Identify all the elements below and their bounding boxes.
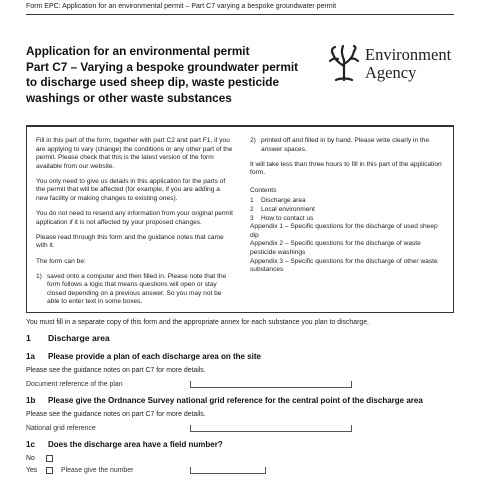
intro-right-column bbox=[250, 137, 448, 275]
form-option-number: 2) bbox=[250, 137, 256, 144]
question-number: 1c bbox=[26, 440, 35, 449]
section-title: Discharge area bbox=[48, 333, 110, 343]
running-header: Form EPC: Application for an environmental permit – Part C7 varying a bespoke groundwater permit bbox=[26, 3, 337, 10]
guidance-hint: Please see the guidance notes on part C7 for more details. bbox=[26, 367, 206, 374]
form-option-item bbox=[36, 273, 233, 307]
contents-appendix-2[interactable]: Appendix 2 – Specific questions for the discharge of waste pesticide washings bbox=[250, 240, 421, 257]
form-option-text: saved onto a computer and then filled in. Please note that the form follows a logic that means questions will open or stay closed depending on a previous answer. So you may not be able to enter text in some boxes. bbox=[47, 272, 227, 306]
title-line-4: washings or other waste substances bbox=[26, 90, 232, 105]
form-option-number: 1) bbox=[36, 272, 42, 280]
contents-item-label: How to contact us bbox=[261, 214, 314, 222]
header-rule bbox=[26, 14, 454, 15]
field-number-input[interactable] bbox=[190, 467, 266, 474]
grid-reference-input[interactable] bbox=[190, 425, 352, 432]
logo-line-2: Agency bbox=[365, 63, 417, 82]
option-yes-label: Yes bbox=[26, 467, 38, 474]
section-heading bbox=[26, 333, 110, 343]
contents-appendix-1[interactable]: Appendix 1 – Specific questions for the discharge of used sheep dip bbox=[250, 223, 438, 239]
contents-item-label: Discharge area bbox=[261, 197, 306, 205]
question-number: 1b bbox=[26, 396, 36, 405]
logo-text bbox=[365, 46, 451, 82]
contents-title: Contents bbox=[250, 186, 277, 194]
question-text: Does the discharge area have a field number? bbox=[48, 440, 223, 449]
separate-copy-note: You must fill in a separate copy of this form and the appropriate annex for each substance you plan to discharge. bbox=[26, 319, 369, 326]
form-option-item bbox=[250, 137, 448, 154]
question-text: Please give the Ordnance Survey national grid reference for the central point of the discharge area bbox=[48, 396, 423, 405]
contents-item[interactable] bbox=[250, 197, 448, 206]
intro-left-column bbox=[36, 137, 233, 307]
contents-item[interactable] bbox=[250, 206, 448, 215]
plan-reference-label: Document reference of the plan bbox=[26, 381, 123, 388]
title-line-1: Application for an environmental permit bbox=[26, 44, 250, 58]
contents-item-number: 1 bbox=[250, 197, 254, 205]
plan-reference-input[interactable] bbox=[190, 381, 352, 388]
contents-item-number: 2 bbox=[250, 206, 254, 214]
contents-item-label: Local environment bbox=[261, 206, 315, 214]
grid-reference-label: National grid reference bbox=[26, 425, 96, 432]
yes-checkbox[interactable] bbox=[46, 467, 53, 474]
contents-appendix-3[interactable]: Appendix 3 – Specific questions for the discharge of other waste substances bbox=[250, 257, 438, 274]
intro-paragraph: You do not need to resend any information from your original permit application if it is not affected by your proposed changes. bbox=[36, 210, 233, 226]
question-number: 1a bbox=[26, 352, 35, 361]
intro-paragraph: Please read through this form and the guidance notes that came with it. bbox=[36, 233, 224, 250]
question-1c bbox=[26, 440, 223, 449]
guidance-hint: Please see the guidance notes on part C7 for more details. bbox=[26, 411, 206, 418]
page-title bbox=[26, 44, 326, 106]
time-note: It will take less than three hours to fill in this part of the application form. bbox=[250, 160, 442, 177]
intro-paragraph: The form can be: bbox=[36, 257, 86, 265]
environment-agency-tree-icon bbox=[326, 44, 362, 84]
contents-item[interactable] bbox=[250, 215, 448, 224]
section-number: 1 bbox=[26, 333, 31, 343]
field-number-label: Please give the number bbox=[61, 467, 134, 474]
intro-box bbox=[26, 125, 454, 313]
form-option-text: printed off and filled in by hand. Please write clearly in the answer spaces. bbox=[261, 137, 430, 153]
question-1a bbox=[26, 352, 261, 361]
logo-line-1: Environment bbox=[365, 45, 452, 64]
environment-agency-logo bbox=[326, 44, 456, 90]
question-1b bbox=[26, 396, 423, 405]
contents-item-number: 3 bbox=[250, 214, 254, 222]
question-text: Please provide a plan of each discharge area on the site bbox=[48, 352, 261, 361]
intro-paragraph: Fill in this part of the form, together with part C2 and part F1, if you are applying to vary (change) the conditions or any other part of the permit. Please check that this is the latest version of the form available from our website. bbox=[36, 137, 233, 170]
option-no-label: No bbox=[26, 455, 35, 462]
no-checkbox[interactable] bbox=[46, 455, 53, 462]
intro-paragraph: You only need to give us details in this application for the parts of the permit that will be affected (for example, if you are adding a new facility or making changes to existing ones). bbox=[36, 177, 226, 203]
title-line-3: to discharge used sheep dip, waste pesticide bbox=[26, 75, 280, 89]
title-line-2: Part C7 – Varying a bespoke groundwater permit bbox=[26, 59, 299, 74]
